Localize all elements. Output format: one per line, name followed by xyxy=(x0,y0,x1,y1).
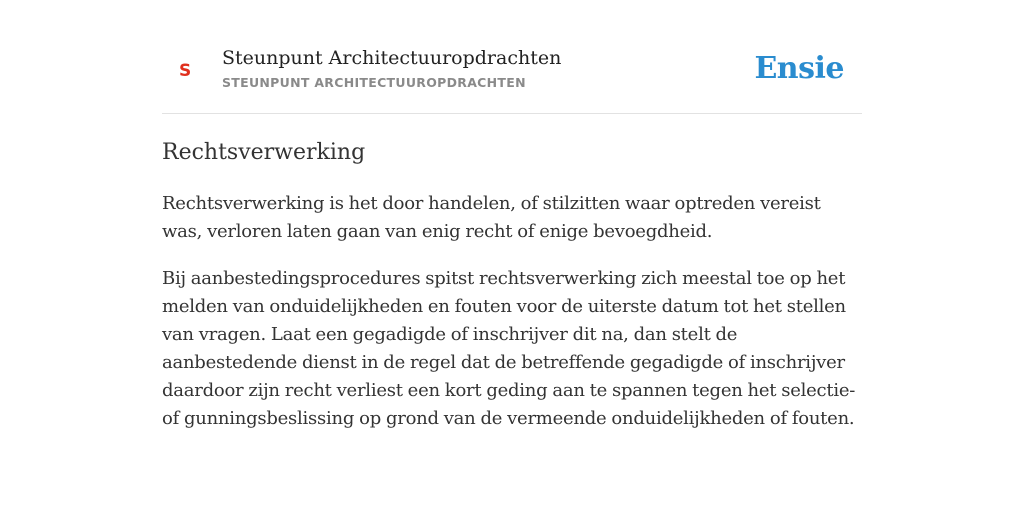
definition-paragraph: Rechtsverwerking is het door handelen, of stilzitten waar optreden vereist was, verloren laten gaan van enig recht of enige bevoegdheid. xyxy=(162,193,821,242)
card-header xyxy=(162,40,862,114)
organization-subtitle: STEUNPUNT ARCHITECTUUROPDRACHTEN xyxy=(222,75,526,90)
definition-card xyxy=(162,40,862,433)
definition-title: Rechtsverwerking xyxy=(162,140,366,165)
organization-logo: S xyxy=(179,61,192,81)
ensie-logo[interactable]: Ensie xyxy=(754,51,844,86)
definition-paragraph: Bij aanbestedingsprocedures spitst rechtsverwerking zich meestal toe op het melden van onduidelijkheden en fouten voor de uiterste datum tot het stellen van vragen. Laat een gegadigde of inschrijver dit na, dan stelt de aanbestedende dienst in de regel dat de betreffende gegadigde of inschrijver daardoor zijn recht verliest een kort geding aan te spannen tegen het selectie- of gunningsbeslissing op grond van de vermeende onduidelijkheden of fouten. xyxy=(162,268,856,429)
organization-name[interactable]: Steunpunt Architectuuropdrachten xyxy=(222,47,562,69)
